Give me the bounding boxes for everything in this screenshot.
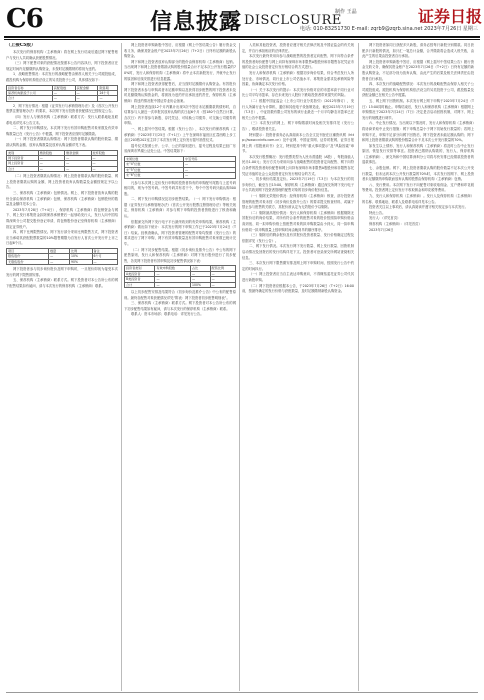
article-paragraph: 2023年7月26日 bbox=[369, 227, 394, 232]
table-cell: — bbox=[65, 161, 91, 166]
table-cell: — bbox=[75, 96, 98, 101]
table-cell: 无限售股份 bbox=[7, 259, 49, 264]
table-cell: — bbox=[91, 166, 117, 171]
table-header-cell: 末尾位数 bbox=[125, 156, 184, 161]
article-paragraph: 九、发行人和保荐机构（主承销商）。发行人及保荐机构（主承销商）的名称、联系地址、联系人及联系电话详见本公告。 bbox=[362, 194, 474, 204]
table-cell: B类投资者 bbox=[125, 277, 155, 282]
table-header-cell: 缴款金额 bbox=[65, 150, 91, 155]
table-cell: 网上投资者 bbox=[7, 161, 39, 166]
article-paragraph: 网下和网上投资者获得配售后，应当按时足额缴付认购资金。有效报价网下投资者未参与申购或者未足额申购以及获得初步配售的网下投资者未及时足额缴纳认购资金的，将被视为违约并应承担违约责任，保荐机构（主承销商）将违约情况报中国证券业协会备案。 bbox=[124, 82, 236, 103]
article-paragraph: （三）网下配售对象的获配情况按照本公告内容执行，网下投资者应在规定时间内足额缴纳认购资金，未按时足额缴纳的将视为违约。 bbox=[6, 61, 118, 71]
table-cell: 限售股份 bbox=[7, 254, 49, 259]
table-cell: 90% bbox=[70, 259, 93, 264]
table-header-cell: 比例 bbox=[70, 248, 93, 253]
table-header-cell: 中签号码 bbox=[184, 156, 236, 161]
table-header-cell: 获配金额 bbox=[75, 85, 98, 90]
table-header-cell: 有效申购股数 bbox=[155, 266, 191, 271]
article-paragraph: （一）关于本次发行的提示：本次发行价格对应的市盈率高于同行业可比公司平均市盈率，存在未来发行人股价下跌给投资者带来损失的风险。 bbox=[242, 87, 354, 98]
table-row bbox=[7, 166, 118, 171]
table-header-cell: 获配股数 bbox=[52, 85, 75, 90]
table-cell: 保荐机构跟投子公司 bbox=[7, 90, 53, 95]
article-paragraph: 六、中止发行情况。当出现以下情况时，发行人和保荐机构（主承销商）将协商采取中止发行措施：网下申购总量小于网下初始发行数量的；若网上申购不足，申购不足部分向网下回拨后，网下投资者未能足额认购的；网下和网上投资者缴款认购的股份数量合计不足本次公开发行数量的70%。 bbox=[362, 121, 474, 143]
article-paragraph: 依据深交所网下发行电子平台最终收到的有效申购结果，保荐机构（主承销商）做出如下统计：本次发行的网下申购工作已于2023年7月24日（T日）结束。经核查确认，网下投资者管理的配售对象均按照《发行公告》的要求进行了网下申购，网下有效申购数量及有效申购配售对象家数已统计完毕。 bbox=[124, 219, 236, 247]
column-divider bbox=[358, 43, 359, 691]
article-paragraph: 二、网下发行申购情况及初步配售结果。（一）网下发行申购情况：根据《证券发行与承销管理办法》《首次公开发行股票注册管理办法》等相关规定，保荐机构（主承销商）对参与网下申购的投资者资格进行了核查和确认。 bbox=[124, 197, 236, 219]
table-cell: — bbox=[52, 90, 75, 95]
article-paragraph: （二）网上投资者缴款认购情况：网上投资者缴款认购的股份数量、网上投资者缴款认购的金额、网上投资者放弃认购数量及金额按规定予以公告。 bbox=[6, 174, 118, 190]
table-cell: 6个月 bbox=[92, 254, 117, 259]
table-row bbox=[7, 259, 118, 264]
article-paragraph: 2．网下发行情况：根据《证券发行与承销管理办法》及《首次公开发行股票注册管理办法》的要求，本次网下发行投资者获配情况已按规定公告。 bbox=[6, 103, 118, 114]
section-title-english: DISCLOSURE bbox=[244, 13, 342, 28]
page-number: C6 bbox=[6, 4, 43, 34]
table-header-cell: 限售期 bbox=[98, 85, 118, 90]
article-paragraph: 本次发行最终采用向参与战略配售的投资者定向配售、网下向符合条件的投资者询价配售与网上向持有深圳市场非限售A股股份和非限售存托凭证市值的社会公众投资者定价发行相结合的方式进行。 bbox=[242, 54, 354, 70]
table-row bbox=[125, 173, 236, 178]
table-cell: — bbox=[155, 271, 191, 276]
table-cell: — bbox=[210, 271, 235, 276]
article-column-3 bbox=[242, 43, 354, 693]
article-paragraph: 网下投资者参与初步询价报价及网下申购时，一旦报价即视为接受本次发行的网下限售期安排。 bbox=[6, 267, 118, 277]
article-column-4 bbox=[362, 43, 474, 693]
table-cell: 合计 bbox=[7, 96, 53, 101]
article-paragraph: 三、保荐机构（主承销商）包销情况。网上、网下投资者放弃认购的股份全部由保荐机构（主承销商）包销，保荐机构（主承销商）包销股份的数量及金额详见本公告。 bbox=[6, 190, 118, 207]
table-cell: — bbox=[210, 282, 235, 287]
article-heading: （上接C5版） bbox=[6, 43, 36, 48]
article-paragraph: 凡参与本次网上定价发行申购的投资者持有的申购配号尾数与上述号码相同的，则为中签号码。中签号码共有若干个，每个中签号码只能认购500股。 bbox=[124, 180, 236, 196]
column-divider bbox=[121, 43, 122, 691]
table-cell: — bbox=[98, 96, 118, 101]
article-paragraph: 发行人和保荐机构（主承销商）根据初步询价结果，综合考虑发行人所处行业、市场情况、同行业上市公司估值水平、募集资金需求及承销风险等因素，协商确定本次发行价格。 bbox=[242, 70, 354, 87]
article-paragraph: （一）网上投资者应当自主表达申购意向，不得概括委托证券公司代其进行新股申购。 bbox=[242, 272, 354, 282]
article-paragraph: 入类和其他投资者，投资者应遵守相关法律法规及中国证监会的有关规定，并自行承担相应的法律责任。 bbox=[242, 43, 354, 53]
article-paragraph: 本次发行的保荐机构（主承销商）将在网上发行结束后通过网下配售账户与发行人共同确认获配股票情况。 bbox=[6, 50, 118, 60]
article-paragraph: （四）发行人与保荐机构（主承销商）联系方式：发行人联系地址及联系电话详见本公告文末。 bbox=[6, 114, 118, 125]
article-paragraph: 网下和网上投资者放弃认购部分的股份由保荐机构（主承销商）包销。当出现网下和网上投资者缴款认购的股份数量合计不足本次公开发行数量的70%时，发行人和保荐机构（主承销商）将中止本次新股发行，并就中止发行的原因和后续安排进行信息披露。 bbox=[124, 59, 236, 81]
table-cell: — bbox=[191, 277, 211, 282]
table-row bbox=[125, 282, 236, 287]
article-paragraph: （二）网下投资者应根据本公告，于2023年7月26日（T+2日）16:00前，按最终确定的发行价格与获配数量，及时足额缴纳新股认购资金。 bbox=[242, 283, 354, 294]
article-paragraph: 联系人：资本市场部；联系电话：详见发行公告。 bbox=[131, 312, 204, 317]
article-paragraph: （一）网下投资者缴款认购情况：网下投资者缴款认购的股份数量、缴款认购的金额、放弃认购数量及放弃认购金额详见下表。 bbox=[6, 137, 118, 147]
article-column-1 bbox=[6, 43, 118, 693]
table-cell: — bbox=[49, 254, 70, 259]
table-header-cell: 缴款股数 bbox=[38, 150, 64, 155]
data-table bbox=[6, 150, 118, 173]
article-paragraph: 保荐机构（主承销商）：（详见首页） bbox=[369, 222, 422, 226]
table-cell: 10% bbox=[70, 254, 93, 259]
table-cell: — bbox=[65, 155, 91, 160]
table-cell: 网下投资者 bbox=[7, 155, 39, 160]
article-paragraph: （一）剔除无效报价情况：经保荐机构（主承销商）核查，部分投资者管理的配售对象未按《初步询价及推介公告》的要求提交核查材料，或属于禁止参与配售的关联方，其报价被认定为无效报价予以剔除。 bbox=[242, 194, 354, 210]
article-paragraph: 一、初步询价结果及定价。2023年7月19日（T-3日）为本次发行的初步询价日，截至当日15:00，保荐机构（主承销商）通过深交所网下发行电子平台共收到网下投资者管理的配售对象的初步询价报价信息。 bbox=[242, 177, 354, 193]
table-cell: 24个月 bbox=[98, 90, 118, 95]
article-paragraph: 四、本次发行的战略配售情况：本次发行的战略配售由保荐人相关子公司跟投组成。跟投机构为保荐机构依法设立的另类投资子公司，跟投数量及获配金额已在相关公告中披露。 bbox=[362, 82, 474, 98]
table-header-cell: 投资者名称 bbox=[7, 85, 53, 90]
article-paragraph: 如发生以上情形，发行人和保荐机构（主承销商）将及时公告中止发行原因、恢复发行安排等事宜。投资者已缴纳认购款的，发行人、保荐机构（主承销商）、深交所和中国结算深圳分公司将尽快安排已经缴款投资者的退款事宜。 bbox=[362, 143, 474, 165]
table-cell: — bbox=[155, 277, 191, 282]
column-divider bbox=[239, 43, 240, 691]
article-paragraph: 网下投资者如同日获配多只新股，请务必按每只新股分别缴款。同日获配多只新股的情况，如只汇一笔总计金额，合并缴款将会造成入账失败，由此产生的后果由投资者自行承担。 bbox=[362, 43, 474, 59]
table-row bbox=[7, 96, 118, 101]
article-paragraph: （三）剔除后的剩余报价及有效报价投资者数量、发行价格确定过程及依据详见《发行公告》。 bbox=[242, 233, 354, 243]
table-cell: — bbox=[75, 90, 98, 95]
article-paragraph: 特此公告。 bbox=[369, 210, 386, 215]
table-cell: A类投资者 bbox=[125, 271, 155, 276]
table-cell: — bbox=[92, 259, 117, 264]
table-cell: — bbox=[91, 161, 117, 166]
table-header-cell: 配售比例 bbox=[210, 266, 235, 271]
table-cell: — bbox=[184, 162, 236, 167]
table-cell: — bbox=[155, 282, 191, 287]
article-paragraph: 五、网上网下回拨机制。本次发行网上网下申购于2023年7月24日（T日）15:00同时截止。申购结束后，发行人和保荐机构（主承销商）根据网上申购情况于2023年7月24日（T日）决定是否启动回拨机制，对网下、网上发行的规模进行调节。 bbox=[362, 98, 474, 120]
article-paragraph: （二）网下初步配售结果。根据《初步询价及推介公告》中公布的网下配售原则，发行人和保荐机构（主承销商）对网下发行股份进行了初步配售，各类网下投资者有效申购及初步配售情况如下表： bbox=[124, 247, 236, 263]
article-paragraph: 七、余股包销。网下、网上投资者缴款认购的股份数量不足本次公开发行数量，但未达到本次公开发行数量的70%时，本次发行因网下、网上投资者未足额缴纳申购款而放弃认购的股票由保荐机构（主承销商）包销。 bbox=[362, 166, 474, 182]
table-cell: — bbox=[49, 259, 70, 264]
section-title: 信息披露 bbox=[150, 9, 243, 35]
table-header-cell: 备注 bbox=[92, 248, 117, 253]
article-paragraph: 网上投资者申购新股中签后，应根据《网上中签结果公告》履行资金交收义务，确保其资金账户在2023年7月26日（T+2日）日终有足额的新股认购资金。 bbox=[124, 43, 236, 59]
page-header bbox=[0, 0, 484, 40]
data-table bbox=[124, 156, 236, 179]
table-cell: 末“6”位数 bbox=[125, 173, 184, 178]
article-column-2 bbox=[124, 43, 236, 693]
table-cell: 100% bbox=[191, 282, 211, 287]
page-footer-rule bbox=[6, 692, 478, 693]
editor-credit: 制作 王晶 bbox=[335, 9, 357, 15]
table-cell: — bbox=[191, 271, 211, 276]
article-paragraph: 三、保荐机构（主承销商）联系方式。网下投资者对本公告所公布的网下初步配售结果如有疑问，请与本次发行的保荐机构（主承销商）联系。 bbox=[124, 301, 236, 311]
table-cell: — bbox=[210, 277, 235, 282]
article-paragraph: 发行人：（详见首页） bbox=[369, 216, 401, 221]
article-paragraph: 二、网下发行情况。本次发行网下发行数量、网上发行数量、回拨机制启动情况及回拨后的发行结构详见下文。投资者可登录深交所网站查阅相关信息。 bbox=[242, 244, 354, 260]
article-paragraph: 四、网下比例限售情况。网下发行部分采用比例限售方式，网下投资者应当承诺其获配股票数量的10%限售期限为自发行人首次公开发行并上市之日起6个月。 bbox=[6, 230, 118, 246]
table-header-row bbox=[7, 85, 118, 90]
table-cell: — bbox=[65, 166, 91, 171]
article-paragraph: 投资者关注以上事项后，请认真阅读并遵守相关规定参与本次发行。 bbox=[369, 205, 468, 210]
header-rule-thick bbox=[4, 36, 480, 38]
table-cell: — bbox=[38, 166, 64, 171]
article-paragraph: 三、本次发行网下限售期安排及网上网下申购时间，按照发行公告中约定的时间执行。 bbox=[242, 261, 354, 271]
newspaper-masthead: 证券日报 bbox=[418, 7, 483, 26]
table-header-cell: 数量 bbox=[49, 248, 70, 253]
article-paragraph: 二、网下发行申购情况。本次网下发行有效申购配售对象家数及有效申购数量已在《发行公告》中披露，网下投资者应按时足额缴款。 bbox=[6, 126, 118, 136]
table-header-cell: 放弃股数 bbox=[91, 150, 117, 155]
article-paragraph: （二）剔除最高报价情况：发行人和保荐机构（主承销商）根据剔除无效报价后的询价结果，对所有符合条件的配售对象的报价按照拟申购价格由高到低、同一拟申购价格上按配售对象的拟申购数量由小到大、同一拟申购价格同一拟申购数量上按申购时间由晚到早的顺序排序。 bbox=[242, 210, 354, 232]
article-paragraph: 本次发行股票概况：发行股票类型为人民币普通股（A股），每股面值人民币1.00元；发行方式为采用向参与战略配售的投资者定向配售、网下向符合条件的投资者询价配售和网上向持有深圳市场非限售A股股份和非限售存托凭证市值的社会公众投资者定价发行相结合的方式。 bbox=[242, 154, 354, 176]
table-cell: — bbox=[91, 155, 117, 160]
data-table bbox=[124, 265, 236, 288]
table-cell: 合计 bbox=[7, 166, 39, 171]
table-cell: — bbox=[38, 155, 64, 160]
article-paragraph: 1．战略配售情况：本次发行的战略配售由保荐人相关子公司跟投组成，跟投机构为保荐机构依法设立的另类投资子公司，具体情况如下： bbox=[6, 72, 118, 82]
article-paragraph: 2023年7月28日（T+4日），保荐机构（主承销商）将包销资金与网下、网上发行募集资金扣除保荐承销费后一起划给发行人，发行人向中国结算深圳分公司提交股份登记申请，将包销股份登记至保荐机构（主承销商）指定证券账户。 bbox=[6, 207, 118, 229]
table-header-cell: 投资者类别 bbox=[125, 266, 155, 271]
article-paragraph: 五、保荐机构（主承销商）联系方式。网下投资者对本公告所公布的网下配售结果如有疑问，请与本次发行的保荐机构（主承销商）联系。 bbox=[6, 278, 118, 288]
article-paragraph: 八、发行费用。本次网下发行不向配售对象收取佣金、过户费和印花税等费用。投资者网上定价发行不收取佣金和印花税等费用。 bbox=[362, 182, 474, 193]
article-paragraph: 网上投资者连续12个月内累计出现3次中签后未足额缴款的情形时，自结算参与人最近一次申报其放弃认购的次日起6个月（按180个自然日计算，含次日）内不得参与新股、存托凭证、可转换公司债券、可交换公司债券的申购。 bbox=[124, 104, 236, 126]
article-paragraph: 以上初步配售安排及结果符合《初步询价及推介公告》中公布的配售原则。最终各配售对象获配情况详见“附表：网下投资者初步配售明细表”。 bbox=[124, 290, 236, 300]
table-cell: — bbox=[52, 96, 75, 101]
article-paragraph: 网上投资者申购新股中签后，应根据《网上摇号中签结果公告》履行资金交收义务，确保其资金账户在2023年7月26日（T+2日）日终有足额的新股认购资金，不足部分视为放弃认购，由此产生的后果及相关法律责任由投资者自行承担。 bbox=[362, 59, 474, 81]
table-cell: — bbox=[38, 161, 64, 166]
table-header-cell: 类别 bbox=[7, 150, 39, 155]
data-table bbox=[6, 85, 118, 102]
data-table bbox=[6, 248, 118, 265]
contact-date-line: 电话: 010-83251730 E-mail: zqrb9@zqrb.sina.net 2023年7月26日 星期三 bbox=[300, 26, 478, 32]
article-paragraph: （三）本次发行的网上、网下申购缴款时间及相关安排详见《发行公告》，敬请投资者关注。 bbox=[242, 121, 354, 131]
table-cell: 合计 bbox=[125, 282, 155, 287]
article-paragraph: 摇号仪式按照公开、公平、公正的原则进行，摇号过程及结果已经广东省深圳市罗湖公证处公证。中签结果如下： bbox=[124, 143, 236, 154]
table-header-cell: 项目 bbox=[7, 248, 49, 253]
table-cell: — bbox=[184, 173, 236, 178]
article-paragraph: 一、网上摇号中签结果。根据《发行公告》，本次发行的保荐机构（主承销商）于2023年7月25日（T+1日）上午在深圳市福田区红荔西路上步工业区203栋202室主持了本次发行网上定价发行摇号抽签仪式。 bbox=[124, 126, 236, 143]
article-paragraph: 特别提示：投资者请务必认真阅读本公告全文及刊登在巨潮资讯网（http://www.cninfo.com.cn）及中证网、中国证券网、证券时报网、证券日报网上的《招股意向书》全文，特别是其中的“重大事项提示”及“风险因素”章节。 bbox=[242, 132, 354, 154]
header-rule-thin bbox=[4, 39, 480, 40]
table-header-cell: 占比 bbox=[191, 266, 211, 271]
table-cell: 末“5”位数 bbox=[125, 167, 184, 172]
article-paragraph: （二）根据中国证监会《上市公司行业分类指引》（2012年修订），发行人所属行业为计算机、通信和其他电子设备制造业，截至2023年7月19日（T-3日），中证指数有限公司发布的该行业最近一个月平均静态市盈率已在相关公告中披露。 bbox=[242, 98, 354, 120]
table-cell: 末“4”位数 bbox=[125, 162, 184, 167]
table-cell: — bbox=[184, 167, 236, 172]
